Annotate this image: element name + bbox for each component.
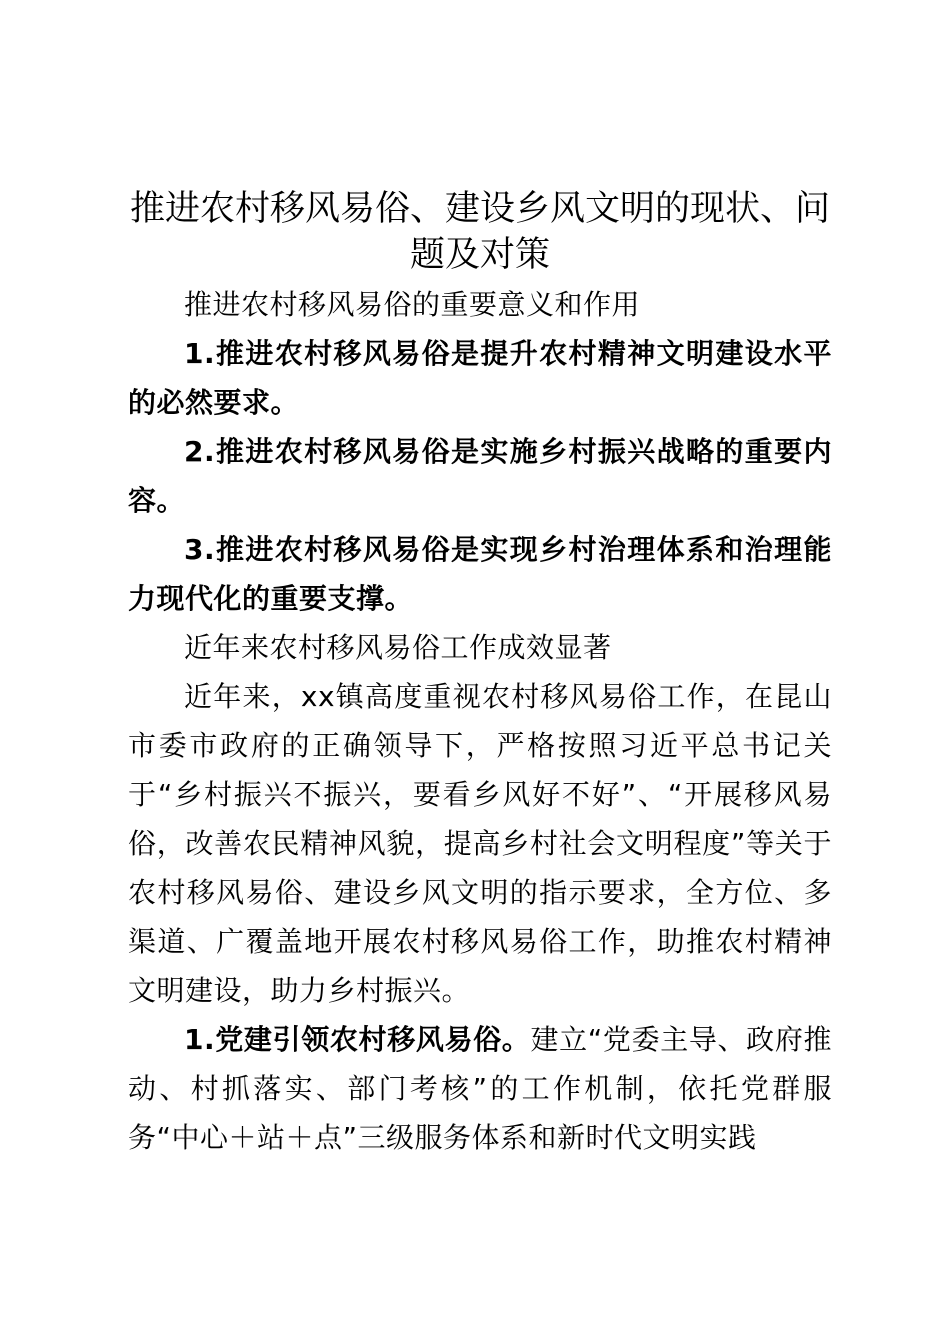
body-paragraph-2 — [128, 1015, 832, 1162]
document-page — [128, 186, 832, 1162]
point-3: 3.推进农村移风易俗是实现乡村治理体系和治理能力现代化的重要支撑。 — [128, 533, 832, 615]
point-1: 1.推进农村移风易俗是提升农村精神文明建设水平的必然要求。 — [128, 337, 832, 419]
section-heading-significance: 推进农村移风易俗的重要意义和作用 — [184, 288, 641, 321]
document-title: 推进农村移风易俗、建设乡风文明的现状、问题及对策 — [129, 189, 830, 275]
body-paragraph-1: 近年来，xx镇高度重视农村移风易俗工作，在昆山市委市政府的正确领导下，严格按照习近平总书记关于“乡村振兴不振兴，要看乡风好不好”、“开展移风易俗，改善农民精神风貌，提高乡村社会文明程度”等关于农村移风易俗、建设乡风文明的指示要求，全方位、多渠道、广覆盖地开展农村移风易俗工作，助推农村精神文明建设，助力乡村振兴。 — [128, 680, 832, 1007]
paragraph-2-lead: 1.党建引领农村移风易俗。 — [184, 1023, 531, 1056]
paragraph-2-body: 建立“党委主导、政府推动、村抓落实、部门考核”的工作机制，依托党群服务“中心＋站＋点”三级服务体系和新时代文明实践 — [128, 1023, 832, 1154]
point-2: 2.推进农村移风易俗是实施乡村振兴战略的重要内容。 — [128, 435, 832, 517]
section-heading-achievements: 近年来农村移风易俗工作成效显著 — [184, 631, 612, 664]
